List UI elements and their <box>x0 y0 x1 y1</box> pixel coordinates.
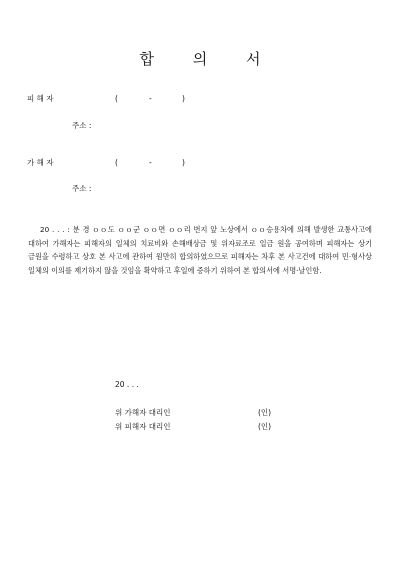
victim-agent-label: 위 피해자 대리인 <box>115 422 171 431</box>
document-title: 합 의 서 <box>139 50 278 68</box>
signing-date: 20 . . . <box>115 380 139 389</box>
victim-agent-seal: (인) <box>258 422 272 431</box>
victim-label: 피 해 자 <box>27 94 54 103</box>
offender-address-label: 주소 : <box>72 184 92 193</box>
victim-paren-open: ( <box>115 94 118 103</box>
offender-paren-close: ) <box>182 158 185 167</box>
victim-paren-close: ) <box>182 94 185 103</box>
victim-address-label: 주소 : <box>72 121 92 130</box>
offender-agent-seal: (인) <box>258 408 272 417</box>
offender-paren-open: ( <box>115 158 118 167</box>
agreement-body: 20 . . . : 분 경 ｏｏ도 ｏｏ군 ｏｏ면 ｏｏ리 번지 앞 노상에서 ｏｏ승용차에 의해 발생한 교통사고에 대하여 가해자는 피해자의 일체의 치료비와 손해배상금 및 위자료조로 일금 원을 공여하며 피해자는 상기 금원을 수령하고 상호 본 사고에 관하여 원만히 합의하였으므로 피해자는 차후 본 사고건에 대하여 민·형사상 일체의 이의를 제기하지 않을 것임을 확약하고 후일에 증하기 위하여 본 합의서에 서명·날인함. <box>28 225 372 275</box>
offender-label: 가 해 자 <box>27 158 54 167</box>
offender-agent-label: 위 가해자 대리인 <box>115 408 171 417</box>
offender-paren-dash: - <box>149 158 152 167</box>
victim-id-field <box>115 94 185 104</box>
offender-id-field <box>115 158 185 168</box>
victim-paren-dash: - <box>149 94 152 103</box>
